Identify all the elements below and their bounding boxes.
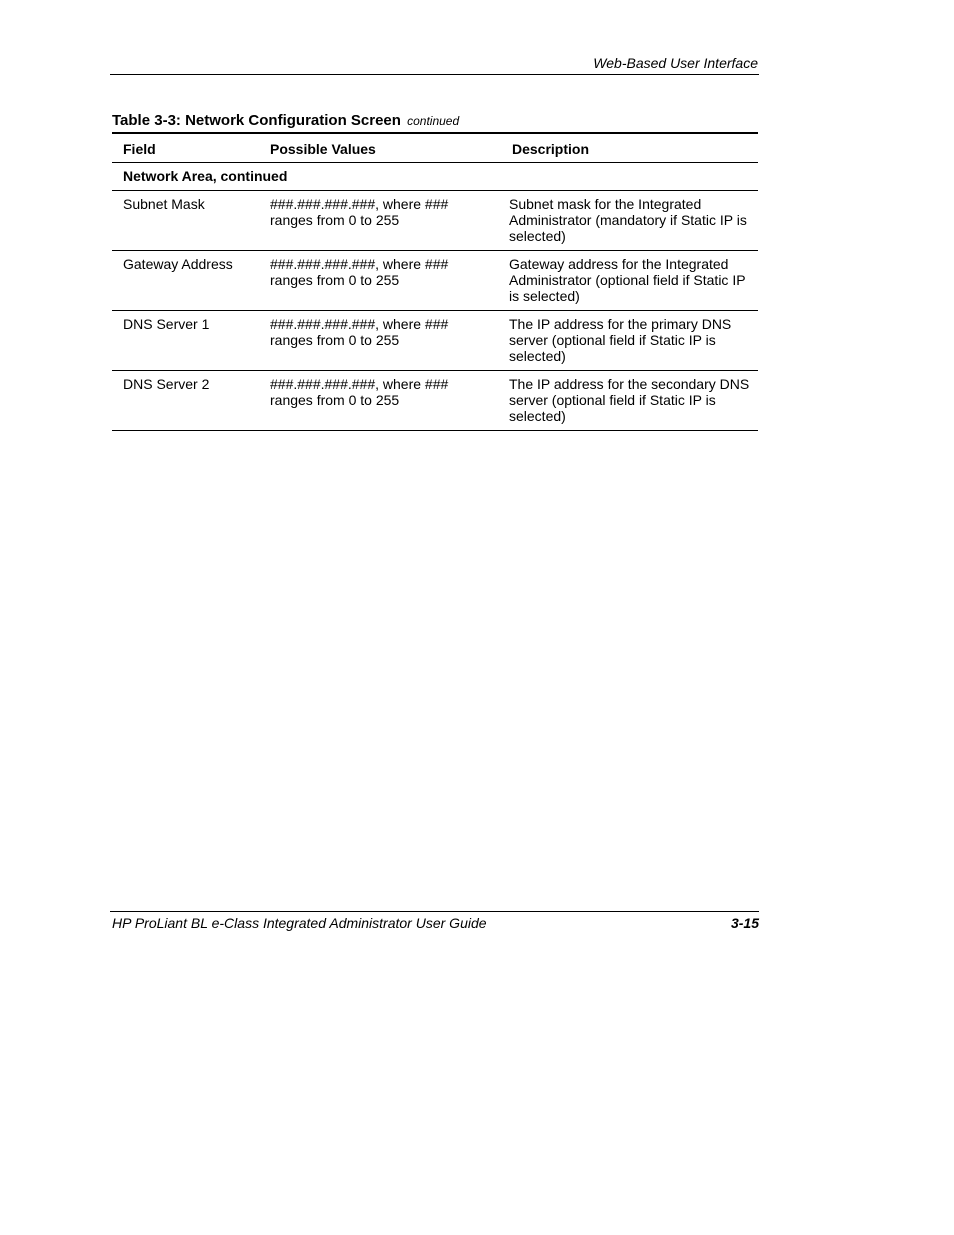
table-row bbox=[112, 371, 758, 431]
page-number: 3-15 bbox=[730, 915, 759, 931]
field-cell: Subnet Mask bbox=[112, 191, 260, 251]
network-configuration-table bbox=[112, 132, 758, 431]
table-row bbox=[112, 191, 758, 251]
table-header-row bbox=[112, 133, 758, 163]
running-header bbox=[110, 54, 759, 75]
values-cell: ###.###.###.###, where ### ranges from 0 to 255 bbox=[260, 311, 499, 371]
config-table bbox=[112, 132, 758, 431]
section-label: Network Area, continued bbox=[112, 163, 758, 191]
table-caption-continued: continued bbox=[407, 114, 460, 128]
description-cell: Gateway address for the Integrated Administrator (optional field if Static IP is selected) bbox=[499, 251, 758, 311]
column-header-possible-values: Possible Values bbox=[260, 133, 499, 163]
description-cell: The IP address for the secondary DNS server (optional field if Static IP is selected) bbox=[499, 371, 758, 431]
table-caption-label: Table 3-3: Network Configuration Screen bbox=[112, 112, 401, 129]
section-title: Web-Based User Interface bbox=[593, 55, 758, 71]
field-cell: DNS Server 1 bbox=[112, 311, 260, 371]
guide-title: HP ProLiant BL e-Class Integrated Administrator User Guide bbox=[112, 915, 487, 931]
field-cell: Gateway Address bbox=[112, 251, 260, 311]
table-caption bbox=[112, 112, 459, 129]
field-cell: DNS Server 2 bbox=[112, 371, 260, 431]
description-cell: The IP address for the primary DNS server (optional field if Static IP is selected) bbox=[499, 311, 758, 371]
description-cell: Subnet mask for the Integrated Administrator (mandatory if Static IP is selected) bbox=[499, 191, 758, 251]
column-header-description: Description bbox=[499, 133, 758, 163]
values-cell: ###.###.###.###, where ### ranges from 0 to 255 bbox=[260, 251, 499, 311]
column-header-field: Field bbox=[112, 133, 260, 163]
running-footer bbox=[110, 911, 759, 936]
values-cell: ###.###.###.###, where ### ranges from 0 to 255 bbox=[260, 371, 499, 431]
values-cell: ###.###.###.###, where ### ranges from 0 to 255 bbox=[260, 191, 499, 251]
table-section-row bbox=[112, 163, 758, 191]
table-row bbox=[112, 251, 758, 311]
table-row bbox=[112, 311, 758, 371]
